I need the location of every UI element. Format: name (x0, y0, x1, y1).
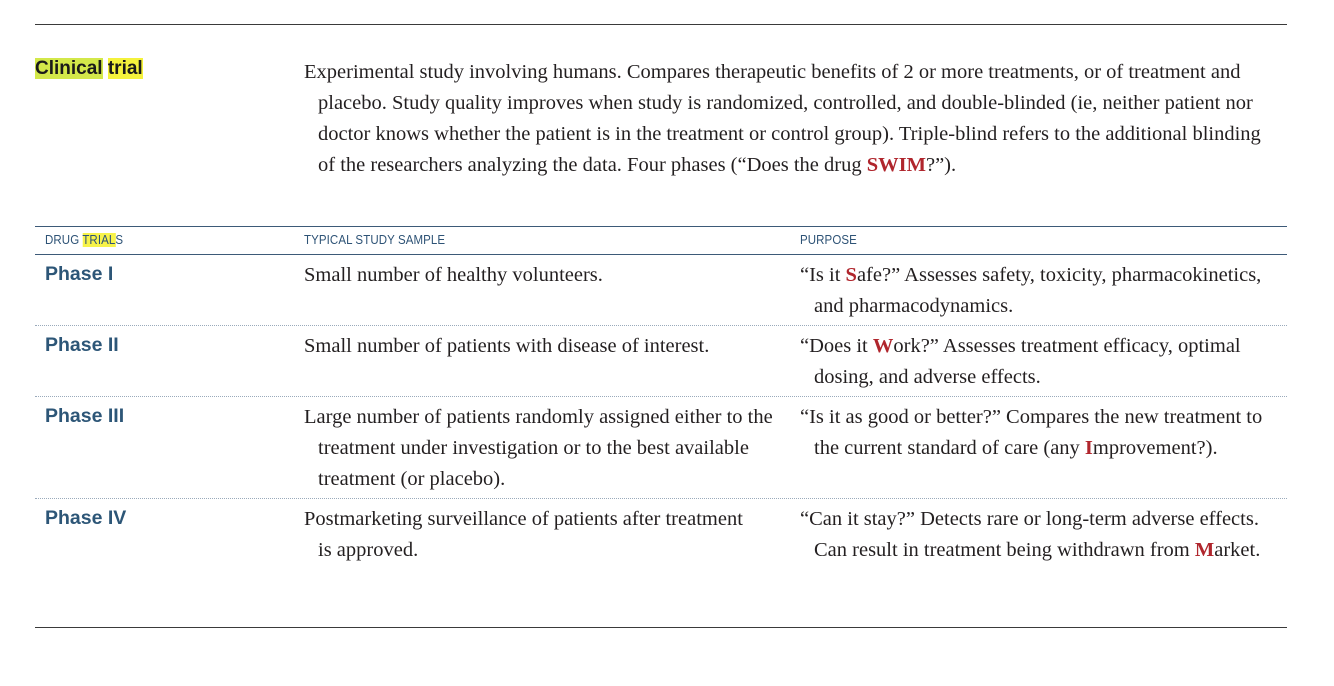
bottom-rule (35, 627, 1287, 628)
sample-cell (304, 260, 784, 291)
purpose-letter: W (872, 335, 894, 357)
purpose-letter: S (845, 264, 857, 286)
definition-tail: ?”). (925, 154, 957, 176)
purpose-cell (800, 260, 1280, 322)
definition-mnemonic: SWIM (866, 154, 926, 176)
sample-text: Large number of patients randomly assigned either to the treatment under investigation or to the best available treatment (or placebo). (304, 406, 773, 490)
sample-cell (304, 402, 784, 495)
purpose-pre: “Can it stay?” Detects rare or long-term adverse effects. Can result in treatment being withdrawn from (800, 508, 1259, 561)
table-row (35, 255, 1287, 326)
sample-cell (304, 504, 784, 566)
top-rule (35, 24, 1287, 25)
header-drug-trials (45, 233, 123, 247)
term-title (35, 58, 143, 80)
purpose-post: arket. (1214, 539, 1261, 561)
purpose-cell (800, 331, 1280, 393)
purpose-post: ork?” Assesses treatment efficacy, optimal dosing, and adverse effects. (814, 335, 1241, 388)
term-title-part1: Clinical (35, 58, 103, 79)
header-purpose: PURPOSE (800, 233, 857, 247)
purpose-pre: “Is it as good or better?” Compares the new treatment to the current standard of care (any (800, 406, 1263, 459)
purpose-post: afe?” Assesses safety, toxicity, pharmacokinetics, and pharmacodynamics. (814, 264, 1262, 317)
purpose-letter: M (1194, 539, 1215, 561)
phase-label: Phase I (45, 263, 114, 285)
sample-cell (304, 331, 784, 362)
phase-label: Phase IV (45, 507, 127, 529)
sample-text: Small number of patients with disease of interest. (304, 335, 710, 357)
purpose-letter: I (1084, 437, 1093, 459)
purpose-pre: “Does it (800, 335, 873, 357)
drug-trials-table (35, 226, 1287, 599)
sample-text: Postmarketing surveillance of patients after treatment is approved. (304, 508, 743, 561)
purpose-cell (800, 504, 1280, 566)
sample-text: Small number of healthy volunteers. (304, 264, 603, 286)
definition (304, 57, 1279, 181)
purpose-cell (800, 402, 1280, 464)
phase-label: Phase II (45, 334, 119, 356)
purpose-pre: “Is it (800, 264, 846, 286)
term-title-part2: trial (107, 58, 143, 79)
purpose-post: mprovement?). (1092, 437, 1218, 459)
header-study-sample: TYPICAL STUDY SAMPLE (304, 233, 446, 247)
definition-text: Experimental study involving humans. Compares therapeutic benefits of 2 or more treatments, or of treatment and placebo. Study quality improves when study is randomized, controlled, and double-blinded (ie, neither patient nor doctor knows whether the patient is in the treatment or control group). Triple-blind refers to the additional blinding of the researchers analyzing the data. Four phases (“Does the drug (304, 61, 1261, 176)
phase-label: Phase III (45, 405, 125, 427)
header-drug-trials-pre: DRUG (45, 233, 83, 247)
header-drug-trials-hl: TRIAL (82, 233, 116, 247)
table-row (35, 326, 1287, 397)
table-header (35, 227, 1287, 255)
header-drug-trials-post: S (115, 233, 124, 247)
table-row (35, 397, 1287, 499)
table-row (35, 499, 1287, 599)
